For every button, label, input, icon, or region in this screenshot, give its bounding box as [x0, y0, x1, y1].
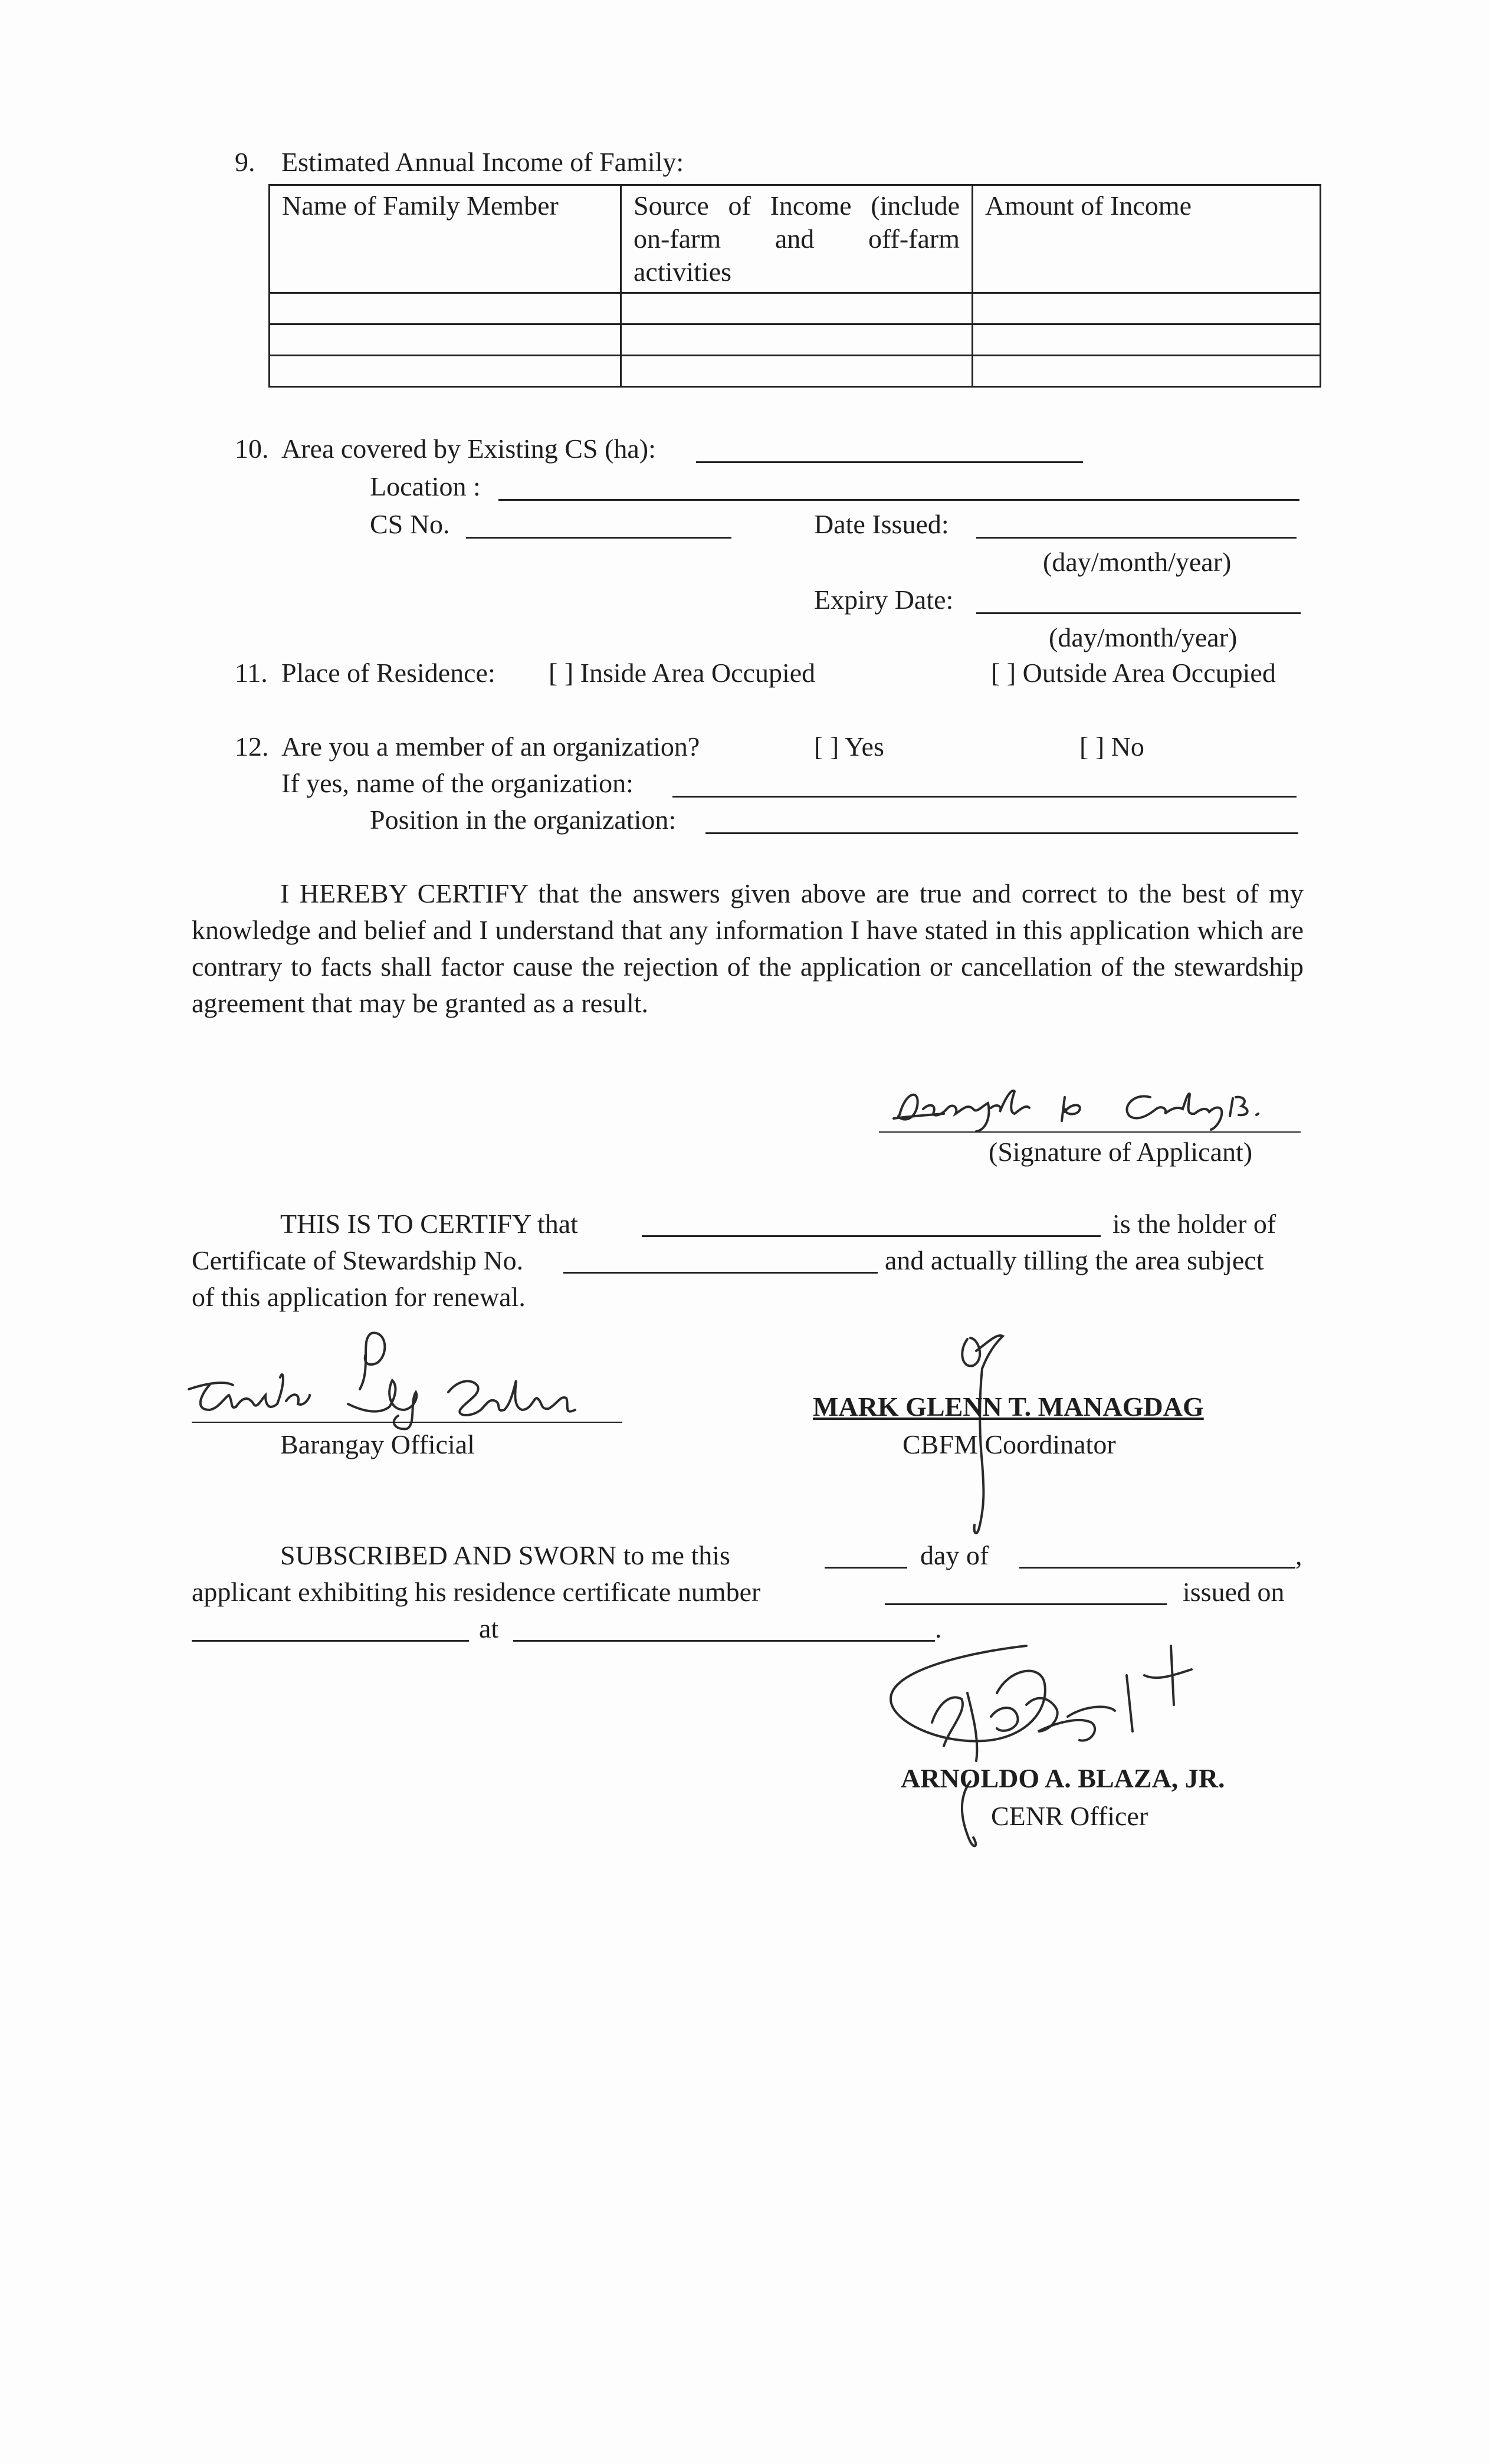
date-issued-field[interactable]	[976, 537, 1297, 539]
cell-income-amount[interactable]	[973, 356, 1321, 387]
q12-number: 12.	[235, 731, 269, 762]
sworn-line1-b: day of	[920, 1540, 989, 1570]
q11-label: Place of Residence:	[281, 658, 495, 688]
cs-no-field[interactable]	[466, 537, 731, 539]
q11-number: 11.	[235, 658, 268, 688]
issued-on-field[interactable]	[192, 1640, 469, 1642]
table-row	[270, 356, 1321, 387]
header-income-source: Source of Income (include on-farm and off-farm activities	[621, 185, 973, 293]
expiry-date-label: Expiry Date:	[814, 585, 954, 615]
date-format-hint: (day/month/year)	[1043, 547, 1232, 577]
org-name-label: If yes, name of the organization:	[281, 768, 634, 798]
cell-income-amount[interactable]	[973, 324, 1321, 356]
cell-family-member[interactable]	[270, 356, 621, 387]
cell-family-member[interactable]	[270, 293, 621, 324]
cell-family-member[interactable]	[270, 324, 621, 356]
table-row	[270, 293, 1321, 324]
income-table	[268, 184, 1321, 388]
sworn-line3-at: at	[479, 1613, 499, 1643]
coordinator-title: CBFM Coordinator	[902, 1429, 1116, 1459]
member-yes-checkbox[interactable]: [ ] Yes	[814, 731, 884, 762]
holder-name-field[interactable]	[642, 1235, 1101, 1237]
residence-cert-no-field[interactable]	[885, 1603, 1167, 1605]
q10-number: 10.	[235, 434, 269, 464]
issued-at-field[interactable]	[513, 1640, 935, 1642]
holder-cert-line2-end: and actually tilling the area subject	[885, 1245, 1264, 1275]
holder-cert-line3: of this application for renewal.	[192, 1282, 526, 1312]
residence-inside-checkbox[interactable]: [ ] Inside Area Occupied	[549, 658, 816, 688]
member-no-checkbox[interactable]: [ ] No	[1079, 731, 1144, 762]
holder-cert-line1-end: is the holder of	[1112, 1209, 1276, 1239]
barangay-official-title: Barangay Official	[280, 1429, 475, 1459]
org-position-label: Position in the organization:	[370, 805, 677, 835]
table-row	[270, 324, 1321, 356]
holder-cert-line1-start: THIS IS TO CERTIFY that	[280, 1209, 578, 1239]
q12-label: Are you a member of an organization?	[281, 731, 700, 762]
certification-paragraph	[192, 875, 1304, 1022]
coordinator-name: MARK GLENN T. MANAGDAG	[813, 1392, 1204, 1422]
barangay-signature-line[interactable]	[192, 1422, 622, 1423]
sworn-line1-a: SUBSCRIBED AND SWORN to me this	[280, 1540, 730, 1570]
sworn-line3-end: .	[935, 1613, 942, 1643]
cenr-officer-name: ARNOLDO A. BLAZA, JR.	[901, 1763, 1225, 1793]
area-ha-field[interactable]	[696, 461, 1083, 463]
sworn-line2-b: issued on	[1183, 1577, 1285, 1607]
income-table-header	[270, 185, 1321, 293]
header-income-amount: Amount of Income	[973, 185, 1321, 293]
q9-number: 9.	[235, 147, 255, 177]
org-name-field[interactable]	[672, 796, 1297, 798]
sworn-line2-a: applicant exhibiting his residence certificate number	[192, 1577, 761, 1607]
sworn-line1-end: ,	[1295, 1540, 1302, 1570]
applicant-signature-line[interactable]	[879, 1131, 1301, 1133]
cell-income-source[interactable]	[621, 356, 973, 387]
header-family-member: Name of Family Member	[270, 185, 621, 293]
cenr-officer-title: CENR Officer	[991, 1801, 1148, 1831]
cs-no-label: CS No.	[370, 509, 450, 539]
certification-text: I HEREBY CERTIFY that the answers given above are true and correct to the best of my knowledge and belief and I understand that any information I have stated in this application which are contrary to facts shall factor cause the rejection of the application or cancellation of the stewardship agreement that may be granted as a result.	[192, 878, 1304, 1018]
date-format-hint: (day/month/year)	[1049, 622, 1238, 652]
cell-income-source[interactable]	[621, 324, 973, 356]
expiry-date-field[interactable]	[976, 612, 1301, 614]
stewardship-no-field[interactable]	[563, 1272, 878, 1274]
location-field[interactable]	[498, 499, 1299, 501]
q10-label: Area covered by Existing CS (ha):	[281, 434, 656, 464]
residence-outside-checkbox[interactable]: [ ] Outside Area Occupied	[991, 658, 1276, 688]
sworn-month-field[interactable]	[1019, 1567, 1295, 1569]
applicant-signature-label: (Signature of Applicant)	[989, 1137, 1253, 1167]
holder-cert-line2-start: Certificate of Stewardship No.	[192, 1245, 524, 1275]
sworn-day-field[interactable]	[825, 1567, 907, 1569]
org-position-field[interactable]	[705, 832, 1298, 834]
location-label: Location :	[370, 471, 481, 501]
cell-income-source[interactable]	[621, 293, 973, 324]
q9-label: Estimated Annual Income of Family:	[281, 147, 684, 177]
date-issued-label: Date Issued:	[814, 509, 949, 539]
cell-income-amount[interactable]	[973, 293, 1321, 324]
